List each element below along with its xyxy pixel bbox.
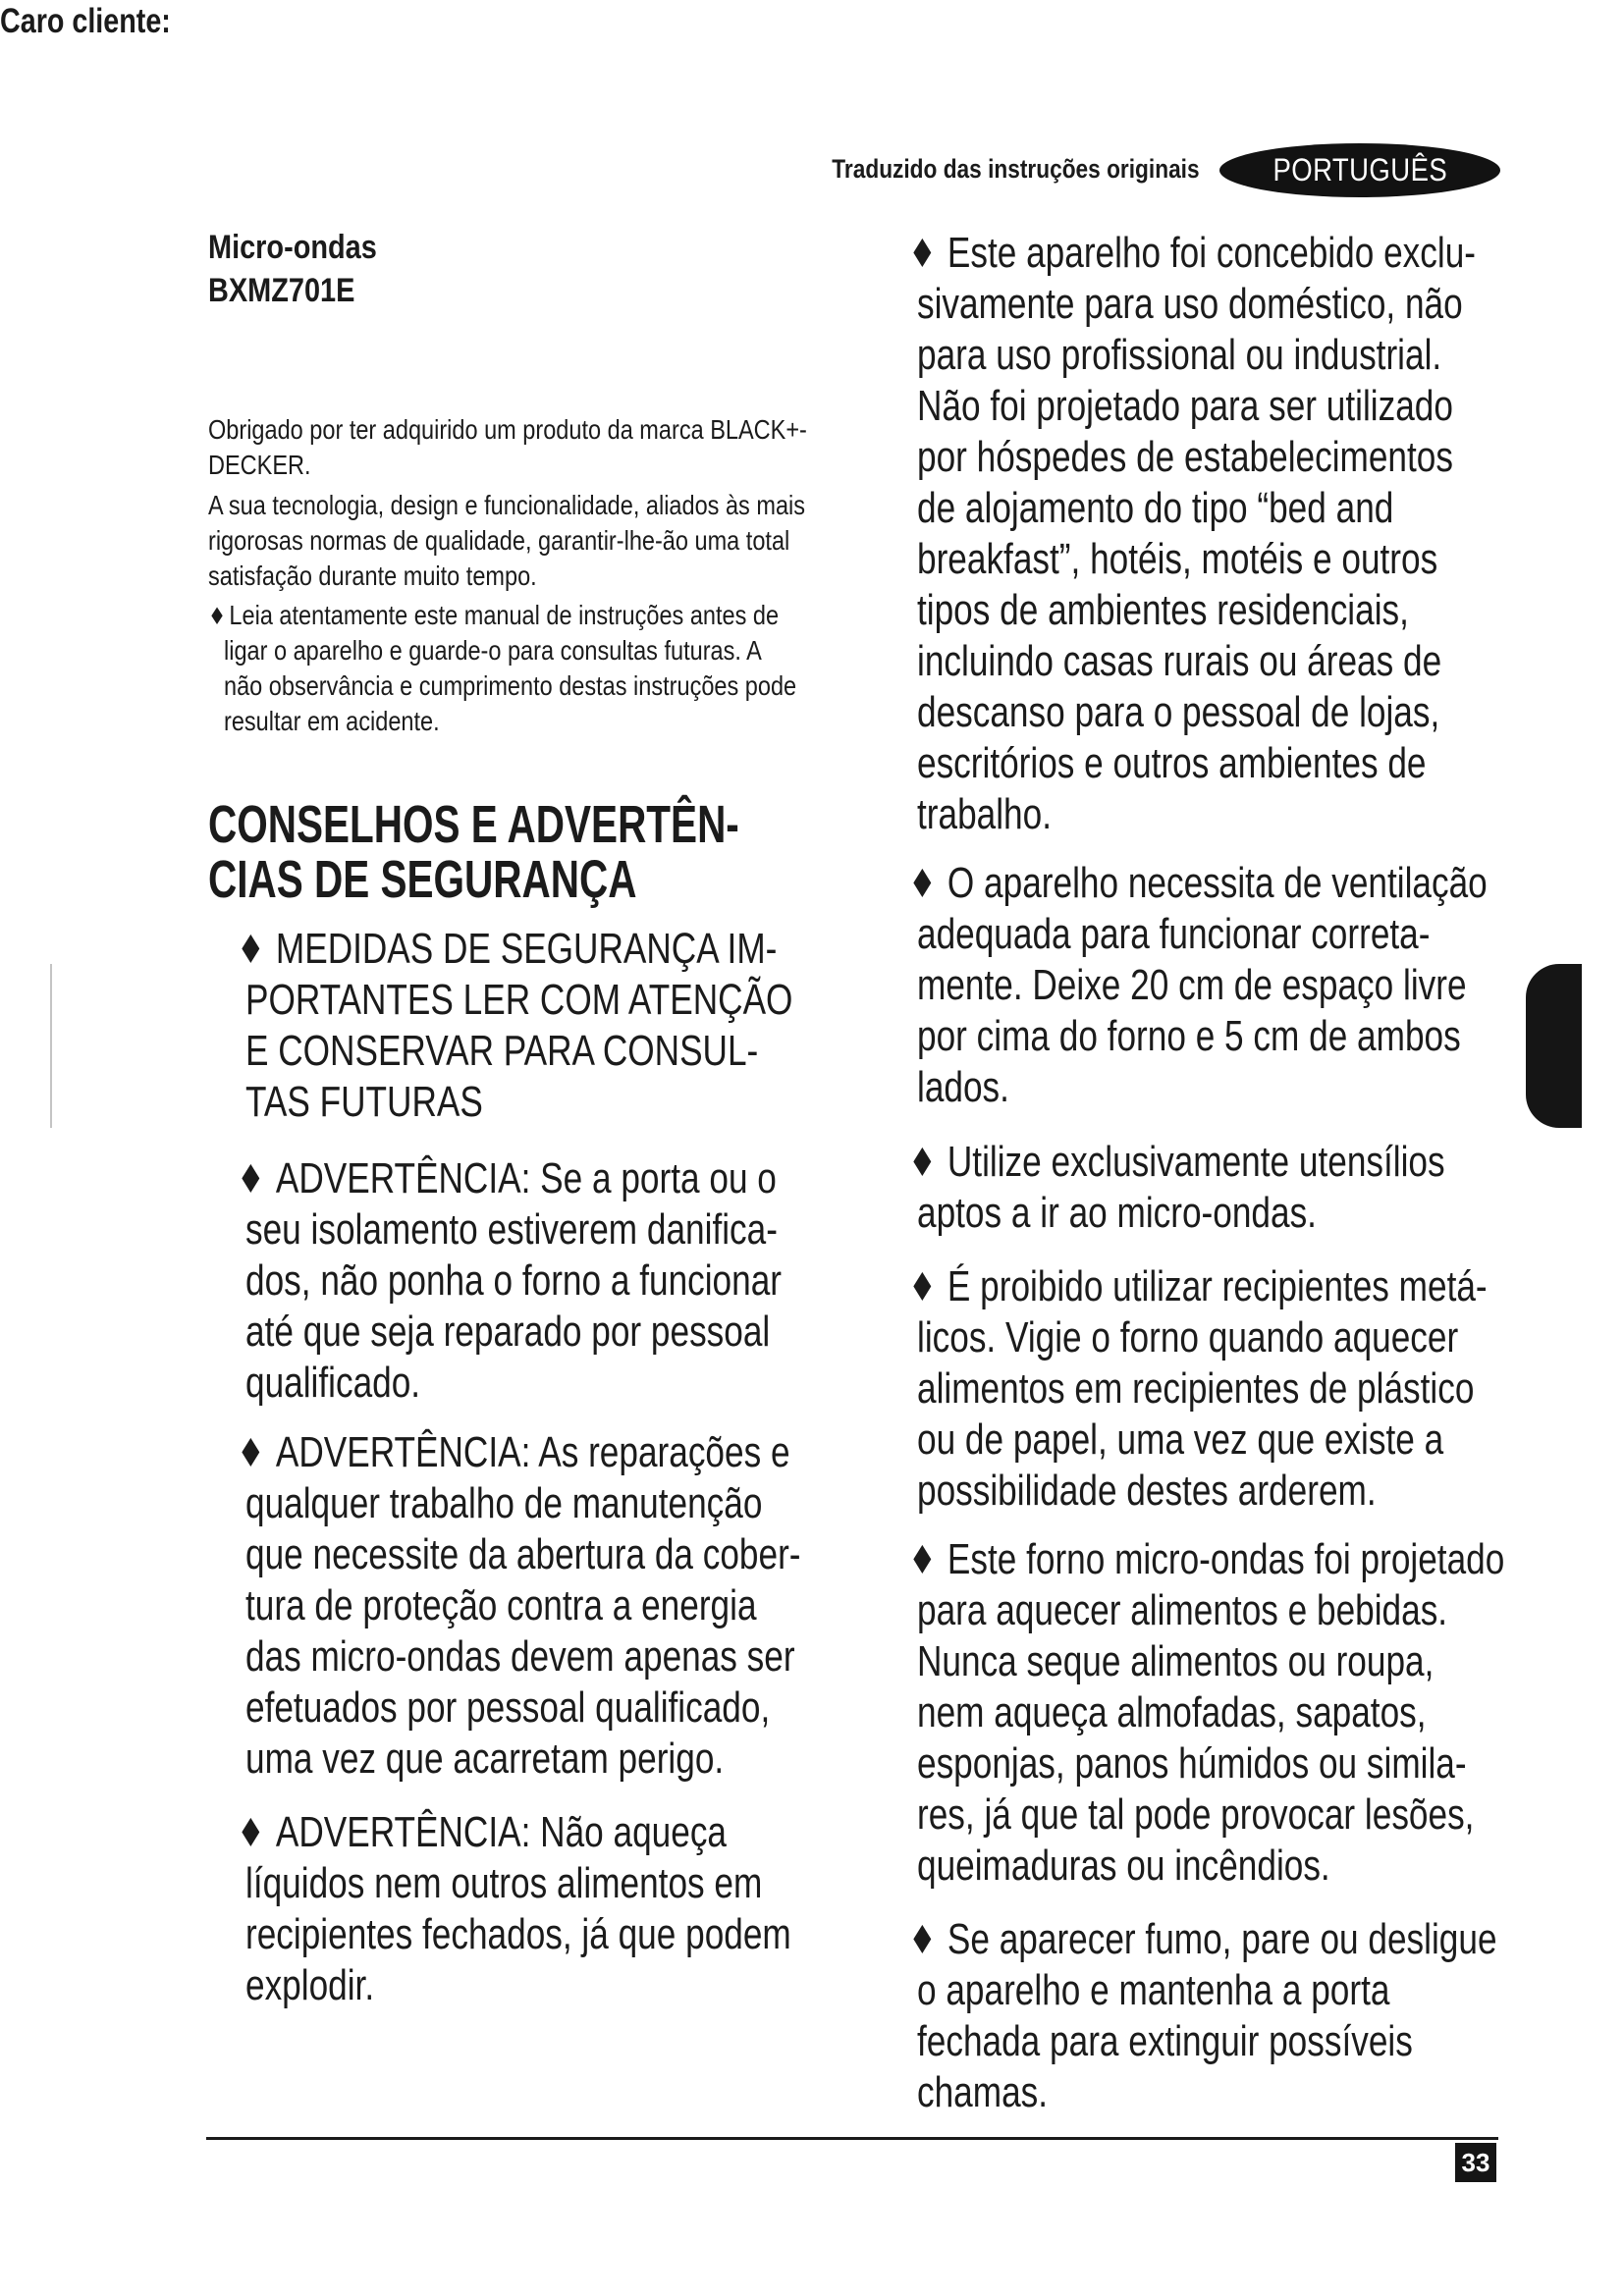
safety-item-line [245, 1580, 757, 1631]
greeting-paragraph [208, 412, 921, 483]
safety-item-line [917, 1841, 1330, 1892]
line-text: Este forno micro-ondas foi projetado [947, 1535, 1505, 1583]
language-badge-label: PORTUGUÊS [1272, 152, 1447, 187]
safety-item-line [917, 2016, 1413, 2067]
line-text: esponjas, panos húmidos ou simila- [917, 1739, 1467, 1788]
safety-item-line [908, 858, 1488, 909]
line-text: lados. [917, 1063, 1009, 1111]
line-text: por cima do forno e 5 cm de ambos [917, 1012, 1461, 1060]
safety-item-line [245, 1909, 791, 1960]
line-text: CONSELHOS E ADVERTÊN- [208, 795, 739, 854]
line-text: PORTANTES LER COM ATENÇÃO [245, 976, 793, 1024]
safety-item-line [917, 534, 1437, 585]
line-text: dos, não ponha o forno a funcionar [245, 1256, 783, 1305]
line-text: aptos a ir ao micro-ondas. [917, 1189, 1317, 1237]
line-text: possibilidade destes arderem. [917, 1467, 1377, 1515]
safety-item-line [917, 585, 1409, 636]
safety-item [237, 1153, 916, 1409]
line-text: Leia atentamente este manual de instruções antes de [229, 600, 780, 630]
safety-item-line [917, 789, 1052, 840]
safety-item-line [237, 924, 777, 975]
line-text: chamas. [917, 2068, 1049, 2116]
line-text: Obrigado por ter adquirido um produto da marca BLACK+- [208, 414, 807, 445]
safety-item-line [917, 1687, 1427, 1738]
safety-item-line [917, 432, 1453, 483]
safety-item [908, 1261, 1624, 1517]
safety-item [237, 924, 930, 1128]
line-text: seu isolamento estiverem danifica- [245, 1205, 778, 1254]
line-text: alimentos em recipientes de plástico [917, 1364, 1475, 1413]
line-text: adequada para funcionar correta- [917, 910, 1431, 958]
line-text: TAS FUTURAS [245, 1078, 483, 1126]
line-text: trabalho. [917, 790, 1052, 838]
safety-item-line [917, 381, 1453, 432]
bullet-line [224, 668, 796, 704]
product-title [208, 226, 406, 312]
safety-item-line [908, 1914, 1497, 1965]
safety-item-line [917, 1636, 1434, 1687]
line-text: CIAS DE SEGURANÇA [208, 850, 637, 909]
page-number: 33 [1455, 2143, 1496, 2182]
safety-item-line [917, 636, 1441, 687]
safety-item-line [917, 1011, 1461, 1062]
diamond-bullet-icon: ♦ [908, 232, 937, 277]
safety-item-line [917, 330, 1441, 381]
bullet-line [224, 633, 762, 668]
line-text: incluindo casas rurais ou áreas de [917, 637, 1442, 685]
safety-item-line [917, 1738, 1467, 1789]
safety-item-line [245, 1734, 724, 1785]
line-text: Não foi projetado para ser utilizado [917, 382, 1453, 430]
safety-item-line [245, 1255, 782, 1307]
diamond-bullet-icon: ♦ [237, 1431, 265, 1476]
line-text: tipos de ambientes residenciais, [917, 586, 1409, 634]
line-text: o aparelho e mantenha a porta [917, 1966, 1390, 2014]
line-text: ligar o aparelho e guarde-o para consultas futuras. A [224, 635, 762, 666]
safety-item [908, 1914, 1624, 2118]
paragraph-line [208, 412, 807, 448]
product-title-line [208, 269, 354, 312]
safety-item-line [917, 1789, 1474, 1841]
line-text: mente. Deixe 20 cm de espaço livre [917, 961, 1467, 1009]
line-text: qualificado. [245, 1359, 421, 1407]
line-text: descanso para o pessoal de lojas, [917, 688, 1440, 736]
diamond-bullet-icon: ♦ [908, 862, 937, 907]
bullet-line [208, 598, 779, 633]
line-text: nem aqueça almofadas, sapatos, [917, 1688, 1427, 1736]
line-text: ADVERTÊNCIA: Se a porta ou o [275, 1154, 777, 1202]
safety-item-line [245, 1858, 762, 1909]
diamond-bullet-icon: ♦ [908, 1141, 937, 1186]
greeting-bullet [208, 598, 905, 739]
line-text: de alojamento do tipo “bed and [917, 484, 1394, 532]
safety-heading [208, 797, 916, 907]
line-text: por hóspedes de estabelecimentos [917, 433, 1453, 481]
line-text: res, já que tal pode provocar lesões, [917, 1790, 1475, 1839]
safety-item-line [917, 909, 1430, 960]
line-text: para aquecer alimentos e bebidas. [917, 1586, 1448, 1634]
safety-item-line [917, 687, 1439, 738]
safety-item-line [917, 2067, 1048, 2118]
greeting-title: Caro cliente: [0, 2, 171, 40]
safety-item [908, 228, 1618, 840]
safety-item-line [917, 1312, 1458, 1363]
safety-item [237, 1807, 928, 2011]
paragraph-line [208, 488, 805, 523]
line-text: das micro-ondas devem apenas ser [245, 1632, 795, 1681]
line-text: satisfação durante muito tempo. [208, 561, 537, 591]
line-text: Utilize exclusivamente utensílios [947, 1138, 1445, 1186]
margin-line [50, 964, 52, 1128]
safety-item-line [245, 1077, 483, 1128]
line-text: E CONSERVAR PARA CONSUL- [245, 1027, 759, 1075]
footer-rule [206, 2137, 1498, 2140]
diamond-bullet-icon: ♦ [237, 1811, 265, 1856]
line-text: Se aparecer fumo, pare ou desligue [947, 1915, 1497, 1963]
line-text: O aparelho necessita de ventilação [947, 859, 1488, 907]
safety-item-line [917, 279, 1463, 330]
safety-item-line [917, 1585, 1447, 1636]
section-side-tab [1526, 964, 1582, 1128]
safety-item-line [245, 1960, 374, 2011]
line-text: efetuados por pessoal qualificado, [245, 1683, 771, 1732]
line-text: queimaduras ou incêndios. [917, 1842, 1330, 1890]
safety-item-line [917, 1965, 1389, 2016]
paragraph-line [208, 448, 311, 483]
safety-item-line [917, 1188, 1317, 1239]
line-text: que necessite da abertura da cober- [245, 1530, 801, 1578]
line-text: ADVERTÊNCIA: As reparações e [275, 1428, 790, 1476]
safety-item-line [917, 960, 1467, 1011]
safety-item-line [245, 1204, 778, 1255]
line-text: escritórios e outros ambientes de [917, 739, 1427, 787]
safety-item [908, 1534, 1624, 1892]
diamond-bullet-icon: ♦ [908, 1265, 937, 1310]
safety-item-line [917, 1062, 1009, 1113]
paragraph-line [208, 559, 537, 594]
safety-item-line [237, 1807, 727, 1858]
line-text: Micro-ondas [208, 229, 377, 266]
line-text: DECKER. [208, 450, 311, 480]
line-text: resultar em acidente. [224, 706, 440, 736]
safety-item [908, 1137, 1579, 1239]
diamond-bullet-icon: ♦ [908, 1538, 937, 1583]
safety-item-line [245, 1307, 770, 1358]
safety-item [237, 1427, 940, 1785]
safety-item-line [917, 1363, 1474, 1415]
safety-item-line [245, 1529, 801, 1580]
safety-item-line [917, 483, 1393, 534]
line-text: sivamente para uso doméstico, não [917, 280, 1463, 328]
line-text: É proibido utilizar recipientes metá- [947, 1262, 1488, 1310]
greeting-paragraph [208, 488, 919, 594]
line-text: Nunca seque alimentos ou roupa, [917, 1637, 1435, 1685]
translation-note: Traduzido das instruções originais [832, 154, 1200, 184]
diamond-bullet-icon: ♦ [237, 928, 265, 973]
safety-item-line [917, 1415, 1443, 1466]
line-text: ADVERTÊNCIA: Não aqueça [275, 1808, 727, 1856]
line-text: breakfast”, hotéis, motéis e outros [917, 535, 1438, 583]
safety-item-line [908, 228, 1476, 279]
diamond-bullet-icon: ♦ [237, 1157, 265, 1202]
safety-item-line [245, 975, 792, 1026]
safety-item-line [908, 1137, 1445, 1188]
safety-item-line [917, 738, 1426, 789]
line-text: líquidos nem outros alimentos em [245, 1859, 763, 1907]
safety-item-line [245, 1682, 770, 1734]
safety-item-line [237, 1427, 790, 1478]
line-text: MEDIDAS DE SEGURANÇA IM- [275, 925, 778, 973]
line-text: qualquer trabalho de manutenção [245, 1479, 763, 1527]
line-text: Este aparelho foi concebido exclu- [947, 229, 1476, 277]
bullet-line [224, 704, 440, 739]
product-title-line [208, 226, 377, 269]
line-text: para uso profissional ou industrial. [917, 331, 1442, 379]
safety-item-line [245, 1478, 762, 1529]
line-text: até que seja reparado por pessoal [245, 1308, 771, 1356]
safety-item-line [908, 1534, 1504, 1585]
diamond-bullet-icon: ♦ [208, 603, 227, 630]
language-badge [1219, 143, 1500, 197]
safety-item [908, 858, 1624, 1113]
paragraph-line [208, 523, 789, 559]
line-text: licos. Vigie o forno quando aquecer [917, 1313, 1459, 1362]
line-text: recipientes fechados, já que podem [245, 1910, 791, 1958]
line-text: explodir. [245, 1961, 375, 2009]
heading-line [208, 797, 739, 852]
line-text: fechada para extinguir possíveis [917, 2017, 1413, 2065]
safety-item-line [245, 1026, 758, 1077]
safety-item-line [917, 1466, 1377, 1517]
safety-item-line [245, 1631, 795, 1682]
line-text: tura de proteção contra a energia [245, 1581, 757, 1629]
safety-item-line [237, 1153, 777, 1204]
line-text: rigorosas normas de qualidade, garantir-lhe-ão uma total [208, 525, 790, 556]
line-text: A sua tecnologia, design e funcionalidade, aliados às mais [208, 490, 806, 520]
line-text: uma vez que acarretam perigo. [245, 1735, 725, 1783]
line-text: ou de papel, uma vez que existe a [917, 1415, 1444, 1464]
safety-item-line [908, 1261, 1488, 1312]
line-text: não observância e cumprimento destas instruções pode [224, 670, 797, 701]
safety-item-line [245, 1358, 420, 1409]
diamond-bullet-icon: ♦ [908, 1918, 937, 1963]
heading-line [208, 852, 637, 907]
line-text: BXMZ701E [208, 272, 355, 309]
